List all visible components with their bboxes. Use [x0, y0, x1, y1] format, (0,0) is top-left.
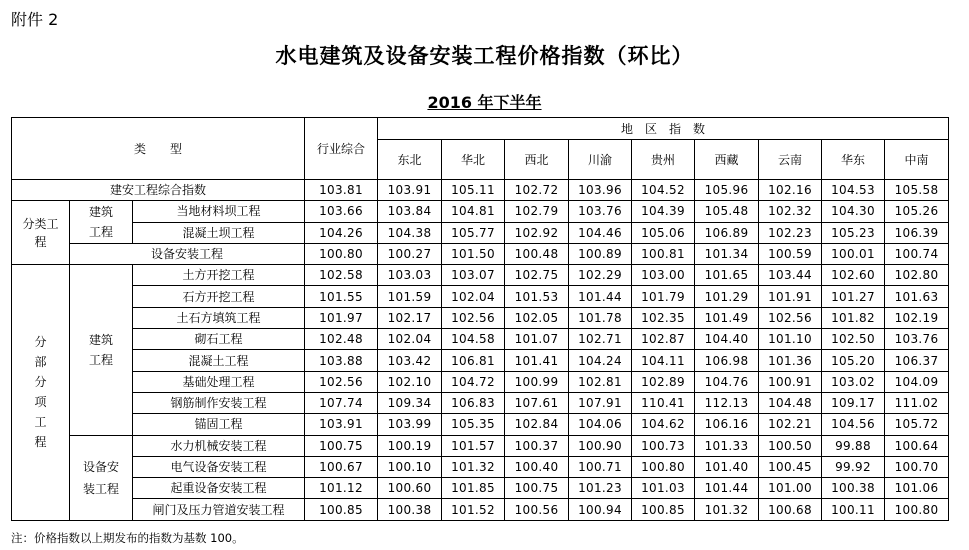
- value-cell: 101.29: [695, 286, 759, 307]
- row-label: 砌石工程: [133, 329, 305, 350]
- value-cell: 110.41: [632, 392, 695, 413]
- value-cell: 101.82: [822, 307, 885, 328]
- table-row: [12, 350, 949, 371]
- value-cell: 102.04: [378, 329, 442, 350]
- value-cell: 104.81: [442, 201, 505, 222]
- value-cell: 100.70: [885, 456, 949, 477]
- value-cell: 100.73: [632, 435, 695, 456]
- row-label: 建安工程综合指数: [12, 180, 305, 201]
- value-cell: 102.19: [885, 307, 949, 328]
- value-cell: 104.38: [378, 222, 442, 243]
- value-cell: 103.99: [378, 414, 442, 435]
- value-cell: 101.44: [695, 478, 759, 499]
- value-cell: 100.01: [822, 243, 885, 264]
- table-row: [12, 414, 949, 435]
- value-cell: 105.35: [442, 414, 505, 435]
- value-cell: 106.39: [885, 222, 949, 243]
- value-cell: 104.48: [759, 392, 822, 413]
- value-cell: 101.63: [885, 286, 949, 307]
- value-cell: 100.94: [569, 499, 632, 520]
- row-label: 设备安装工程: [70, 243, 305, 264]
- group-label-fenbu: 分部分项工程: [12, 265, 70, 521]
- value-cell: 106.83: [442, 392, 505, 413]
- value-cell: 101.50: [442, 243, 505, 264]
- value-cell: 102.72: [505, 180, 569, 201]
- value-cell: 100.48: [505, 243, 569, 264]
- value-cell: 100.99: [505, 371, 569, 392]
- value-cell: 101.53: [505, 286, 569, 307]
- value-cell: 104.40: [695, 329, 759, 350]
- table-row: [12, 329, 949, 350]
- header-region-2: 西北: [505, 140, 569, 180]
- group-label-fenlei: 分类工程: [12, 201, 70, 265]
- value-cell: 101.59: [378, 286, 442, 307]
- footnote: 注：价格指数以上期发布的指数为基数 100。: [11, 531, 244, 545]
- value-cell: 104.56: [822, 414, 885, 435]
- value-cell: 100.27: [378, 243, 442, 264]
- value-cell: 102.16: [759, 180, 822, 201]
- value-cell: 101.23: [569, 478, 632, 499]
- value-cell: 102.56: [305, 371, 378, 392]
- value-cell: 102.81: [569, 371, 632, 392]
- row-label: 当地材料坝工程: [133, 201, 305, 222]
- value-cell: 109.17: [822, 392, 885, 413]
- value-cell: 102.05: [505, 307, 569, 328]
- table-row: [12, 265, 949, 286]
- value-cell: 102.75: [505, 265, 569, 286]
- value-cell: 100.38: [378, 499, 442, 520]
- value-cell: 104.76: [695, 371, 759, 392]
- value-cell: 101.03: [632, 478, 695, 499]
- value-cell: 100.45: [759, 456, 822, 477]
- subgroup-label-jianzhu-2: 建筑工程: [70, 265, 133, 435]
- value-cell: 103.07: [442, 265, 505, 286]
- header-region-8: 中南: [885, 140, 949, 180]
- value-cell: 102.89: [632, 371, 695, 392]
- value-cell: 100.59: [759, 243, 822, 264]
- value-cell: 103.91: [378, 180, 442, 201]
- value-cell: 101.49: [695, 307, 759, 328]
- value-cell: 100.37: [505, 435, 569, 456]
- table-row: [12, 456, 949, 477]
- header-region-4: 贵州: [632, 140, 695, 180]
- value-cell: 101.34: [695, 243, 759, 264]
- value-cell: 104.09: [885, 371, 949, 392]
- value-cell: 103.03: [378, 265, 442, 286]
- value-cell: 101.40: [695, 456, 759, 477]
- value-cell: 101.32: [695, 499, 759, 520]
- value-cell: 104.46: [569, 222, 632, 243]
- value-cell: 99.92: [822, 456, 885, 477]
- value-cell: 104.11: [632, 350, 695, 371]
- value-cell: 104.53: [822, 180, 885, 201]
- document-subtitle: 2016 年下半年: [427, 93, 542, 112]
- value-cell: 100.80: [885, 499, 949, 520]
- table-row: [12, 243, 949, 264]
- table-row: [12, 499, 949, 520]
- value-cell: 112.13: [695, 392, 759, 413]
- table-row: [12, 371, 949, 392]
- header-region: 地 区 指 数: [378, 118, 949, 140]
- value-cell: 101.33: [695, 435, 759, 456]
- value-cell: 101.55: [305, 286, 378, 307]
- value-cell: 102.84: [505, 414, 569, 435]
- value-cell: 107.74: [305, 392, 378, 413]
- value-cell: 104.06: [569, 414, 632, 435]
- value-cell: 101.07: [505, 329, 569, 350]
- value-cell: 105.77: [442, 222, 505, 243]
- value-cell: 102.29: [569, 265, 632, 286]
- row-label: 闸门及压力管道安装工程: [133, 499, 305, 520]
- value-cell: 100.10: [378, 456, 442, 477]
- value-cell: 102.10: [378, 371, 442, 392]
- value-cell: 103.76: [885, 329, 949, 350]
- value-cell: 102.92: [505, 222, 569, 243]
- value-cell: 100.19: [378, 435, 442, 456]
- value-cell: 100.89: [569, 243, 632, 264]
- value-cell: 105.96: [695, 180, 759, 201]
- value-cell: 100.38: [822, 478, 885, 499]
- value-cell: 105.58: [885, 180, 949, 201]
- value-cell: 102.04: [442, 286, 505, 307]
- row-label: 混凝土工程: [133, 350, 305, 371]
- value-cell: 104.58: [442, 329, 505, 350]
- header-region-0: 东北: [378, 140, 442, 180]
- value-cell: 102.56: [759, 307, 822, 328]
- value-cell: 100.71: [569, 456, 632, 477]
- value-cell: 102.87: [632, 329, 695, 350]
- value-cell: 102.56: [442, 307, 505, 328]
- table-row: [12, 435, 949, 456]
- value-cell: 101.78: [569, 307, 632, 328]
- value-cell: 103.02: [822, 371, 885, 392]
- row-label: 混凝土坝工程: [133, 222, 305, 243]
- value-cell: 101.06: [885, 478, 949, 499]
- value-cell: 102.48: [305, 329, 378, 350]
- value-cell: 105.11: [442, 180, 505, 201]
- value-cell: 105.06: [632, 222, 695, 243]
- value-cell: 103.66: [305, 201, 378, 222]
- value-cell: 103.96: [569, 180, 632, 201]
- value-cell: 100.60: [378, 478, 442, 499]
- value-cell: 105.23: [822, 222, 885, 243]
- value-cell: 101.91: [759, 286, 822, 307]
- value-cell: 100.50: [759, 435, 822, 456]
- value-cell: 100.80: [305, 243, 378, 264]
- value-cell: 102.60: [822, 265, 885, 286]
- value-cell: 106.37: [885, 350, 949, 371]
- value-cell: 103.91: [305, 414, 378, 435]
- value-cell: 101.41: [505, 350, 569, 371]
- value-cell: 100.85: [305, 499, 378, 520]
- value-cell: 101.12: [305, 478, 378, 499]
- row-label: 电气设备安装工程: [133, 456, 305, 477]
- value-cell: 100.85: [632, 499, 695, 520]
- value-cell: 101.85: [442, 478, 505, 499]
- value-cell: 106.89: [695, 222, 759, 243]
- value-cell: 106.16: [695, 414, 759, 435]
- value-cell: 111.02: [885, 392, 949, 413]
- value-cell: 100.91: [759, 371, 822, 392]
- value-cell: 104.39: [632, 201, 695, 222]
- value-cell: 100.64: [885, 435, 949, 456]
- subgroup-label-jianzhu: 建筑工程: [70, 201, 133, 244]
- value-cell: 109.34: [378, 392, 442, 413]
- value-cell: 102.32: [759, 201, 822, 222]
- value-cell: 104.24: [569, 350, 632, 371]
- value-cell: 102.17: [378, 307, 442, 328]
- value-cell: 100.11: [822, 499, 885, 520]
- header-category: 类 型: [12, 118, 305, 180]
- value-cell: 106.98: [695, 350, 759, 371]
- value-cell: 104.72: [442, 371, 505, 392]
- attachment-label: 附件 2: [11, 10, 59, 29]
- table-row: [12, 201, 949, 222]
- row-label: 土方开挖工程: [133, 265, 305, 286]
- document-title: 水电建筑及设备安装工程价格指数（环比）: [275, 44, 694, 68]
- row-label: 钢筋制作安装工程: [133, 392, 305, 413]
- table-row: [12, 307, 949, 328]
- header-region-3: 川渝: [569, 140, 632, 180]
- value-cell: 105.20: [822, 350, 885, 371]
- value-cell: 101.97: [305, 307, 378, 328]
- value-cell: 101.27: [822, 286, 885, 307]
- row-label: 基础处理工程: [133, 371, 305, 392]
- value-cell: 102.21: [759, 414, 822, 435]
- value-cell: 107.91: [569, 392, 632, 413]
- value-cell: 102.58: [305, 265, 378, 286]
- value-cell: 101.79: [632, 286, 695, 307]
- table-row: [12, 180, 949, 201]
- value-cell: 100.75: [305, 435, 378, 456]
- row-label: 起重设备安装工程: [133, 478, 305, 499]
- value-cell: 102.79: [505, 201, 569, 222]
- value-cell: 104.52: [632, 180, 695, 201]
- table-row: [12, 392, 949, 413]
- value-cell: 103.81: [305, 180, 378, 201]
- value-cell: 104.30: [822, 201, 885, 222]
- table-row: [12, 222, 949, 243]
- header-industry: 行业综合: [305, 118, 378, 180]
- value-cell: 102.23: [759, 222, 822, 243]
- value-cell: 100.56: [505, 499, 569, 520]
- header-region-6: 云南: [759, 140, 822, 180]
- value-cell: 100.74: [885, 243, 949, 264]
- value-cell: 105.72: [885, 414, 949, 435]
- row-label: 锚固工程: [133, 414, 305, 435]
- value-cell: 101.44: [569, 286, 632, 307]
- value-cell: 102.71: [569, 329, 632, 350]
- subgroup-label-shebei: 设备安装工程: [70, 435, 133, 520]
- value-cell: 100.68: [759, 499, 822, 520]
- value-cell: 101.65: [695, 265, 759, 286]
- value-cell: 101.36: [759, 350, 822, 371]
- value-cell: 100.90: [569, 435, 632, 456]
- table-row: [12, 286, 949, 307]
- value-cell: 105.26: [885, 201, 949, 222]
- value-cell: 104.62: [632, 414, 695, 435]
- value-cell: 99.88: [822, 435, 885, 456]
- row-label: 石方开挖工程: [133, 286, 305, 307]
- value-cell: 102.35: [632, 307, 695, 328]
- value-cell: 100.67: [305, 456, 378, 477]
- row-label: 水力机械安装工程: [133, 435, 305, 456]
- header-region-7: 华东: [822, 140, 885, 180]
- value-cell: 103.42: [378, 350, 442, 371]
- value-cell: 102.80: [885, 265, 949, 286]
- value-cell: 100.81: [632, 243, 695, 264]
- header-region-1: 华北: [442, 140, 505, 180]
- value-cell: 104.26: [305, 222, 378, 243]
- value-cell: 101.52: [442, 499, 505, 520]
- value-cell: 106.81: [442, 350, 505, 371]
- value-cell: 103.84: [378, 201, 442, 222]
- value-cell: 102.50: [822, 329, 885, 350]
- value-cell: 101.00: [759, 478, 822, 499]
- value-cell: 101.32: [442, 456, 505, 477]
- value-cell: 100.40: [505, 456, 569, 477]
- value-cell: 107.61: [505, 392, 569, 413]
- row-label: 土石方填筑工程: [133, 307, 305, 328]
- value-cell: 100.80: [632, 456, 695, 477]
- value-cell: 103.88: [305, 350, 378, 371]
- header-region-5: 西藏: [695, 140, 759, 180]
- value-cell: 103.76: [569, 201, 632, 222]
- price-index-table: [11, 117, 949, 521]
- value-cell: 101.10: [759, 329, 822, 350]
- table-row: [12, 478, 949, 499]
- value-cell: 100.75: [505, 478, 569, 499]
- value-cell: 103.44: [759, 265, 822, 286]
- value-cell: 103.00: [632, 265, 695, 286]
- value-cell: 101.57: [442, 435, 505, 456]
- value-cell: 105.48: [695, 201, 759, 222]
